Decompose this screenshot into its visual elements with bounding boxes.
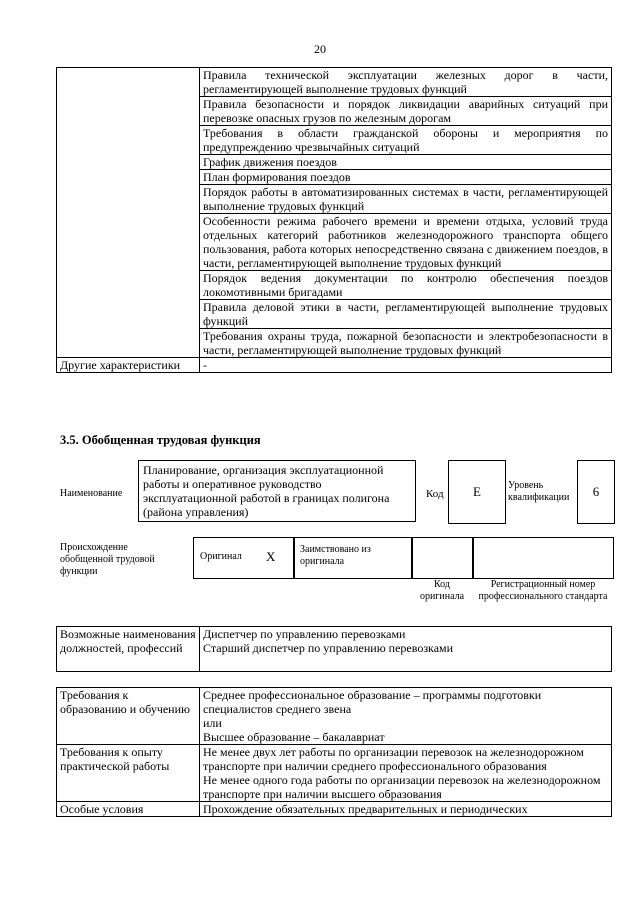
knowledge-row: График движения поездов	[200, 155, 612, 170]
knowledge-row: Требования охраны труда, пожарной безопасности и электробезопасности в части, регламентирующей выполнение трудовых функций	[200, 329, 612, 358]
knowledge-row: Правила безопасности и порядок ликвидации аварийных ситуаций при перевозке опасных грузов по железным дорогам	[200, 97, 612, 126]
level-value-box: 6	[577, 460, 615, 524]
original-cell	[193, 537, 295, 579]
position-name: Старший диспетчер по управлению перевозками	[203, 641, 454, 655]
experience-line: Не менее одного года работы по организации перевозок на железнодорожном транспорте при наличии высшего образования	[203, 773, 601, 801]
education-line: Высшее образование – бакалавриат	[203, 730, 385, 744]
borrowed-label: Заимствовано из оригинала	[300, 544, 371, 567]
special-conditions-value: Прохождение обязательных предварительных и периодических	[200, 802, 612, 817]
name-label: Наименование	[60, 488, 123, 499]
experience-label: Требования к опыту практической работы	[57, 745, 200, 802]
original-code-cell	[411, 537, 474, 579]
requirements-table	[56, 687, 612, 817]
code-label: Код	[426, 488, 444, 500]
knowledge-row: Требования в области гражданской обороны и мероприятия по предупреждению чрезвычайных ситуаций	[200, 126, 612, 155]
positions-table	[56, 626, 612, 672]
function-name-box: Планирование, организация эксплуатационной работы и оперативное руководство эксплуатационной работой в границах полигона (района управления)	[138, 460, 416, 522]
page-number: 20	[314, 42, 326, 56]
experience-values	[200, 745, 612, 802]
other-characteristics-label: Другие характеристики	[57, 358, 200, 373]
level-label: Уровень квалификации	[508, 480, 570, 503]
education-line: или	[203, 716, 222, 730]
knowledge-row: План формирования поездов	[200, 170, 612, 185]
code-value-box: E	[448, 460, 506, 524]
original-code-caption: Код оригинала	[419, 579, 465, 602]
borrowed-cell	[293, 537, 413, 579]
knowledge-row: Правила деловой этики в части, регламентирующей выполнение трудовых функций	[200, 300, 612, 329]
education-values	[200, 688, 612, 745]
knowledge-label-cell	[57, 68, 200, 358]
experience-line: Не менее двух лет работы по организации перевозок на железнодорожном транспорте при наличии среднего профессионального образования	[203, 745, 584, 773]
section-title: 3.5. Обобщенная трудовая функция	[60, 433, 261, 447]
knowledge-table	[56, 67, 612, 373]
positions-values	[200, 627, 612, 672]
knowledge-row: Особенности режима рабочего времени и времени отдыха, условий труда отдельных категорий работников железнодорожного транспорта общего пользования, работа которых непосредственно связана с движением поездов, в части, регламентирующей выполнение трудовых функций	[200, 214, 612, 271]
special-conditions-label: Особые условия	[57, 802, 200, 817]
knowledge-row: Правила технической эксплуатации железных дорог в части, регламентирующей выполнение трудовых функций	[200, 68, 612, 97]
knowledge-row: Порядок ведения документации по контролю обеспечения поездов локомотивными бригадами	[200, 271, 612, 300]
registration-number-caption: Регистрационный номер профессионального стандарта	[478, 579, 608, 602]
other-characteristics-value: -	[200, 358, 612, 373]
origin-label: Происхождение обобщенной трудовой функции	[60, 542, 155, 577]
registration-number-cell	[472, 537, 614, 579]
original-mark: X	[266, 549, 276, 564]
knowledge-row: Порядок работы в автоматизированных системах в части, регламентирующей выполнение трудовых функций	[200, 185, 612, 214]
position-name: Диспетчер по управлению перевозками	[203, 627, 406, 641]
education-label: Требования к образованию и обучению	[57, 688, 200, 745]
original-label: Оригинал	[200, 551, 242, 562]
education-line: Среднее профессиональное образование – программы подготовки специалистов среднего звена	[203, 688, 542, 716]
positions-label: Возможные наименования должностей, профессий	[57, 627, 200, 672]
